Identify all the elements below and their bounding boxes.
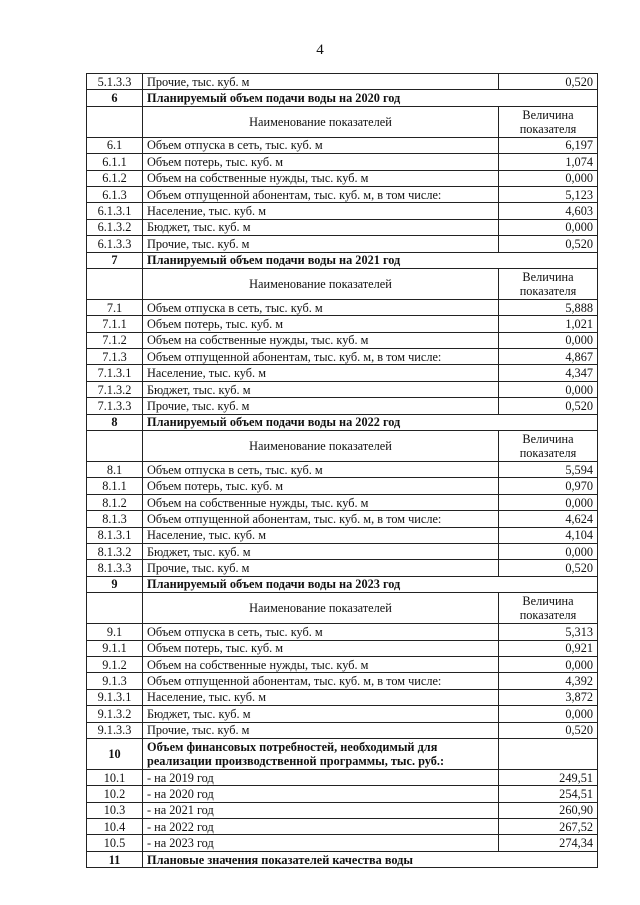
- section-number: 6: [87, 90, 143, 106]
- table-row: [87, 381, 598, 397]
- row-value: 0,000: [499, 543, 598, 559]
- section-number: 8: [87, 414, 143, 430]
- section-row: [87, 252, 598, 268]
- row-name: Прочие, тыс. куб. м: [143, 560, 499, 576]
- table-row: [87, 656, 598, 672]
- row-name: Население, тыс. куб. м: [143, 689, 499, 705]
- row-number: 6.1.3.1: [87, 203, 143, 219]
- table-row: [87, 186, 598, 202]
- row-number: 10.5: [87, 835, 143, 851]
- production-program-table: [86, 73, 598, 868]
- row-name: - на 2022 год: [143, 819, 499, 835]
- row-value: 4,392: [499, 673, 598, 689]
- row-number: 9.1: [87, 624, 143, 640]
- row-number: 9.1.3.3: [87, 722, 143, 738]
- row-number: 9.1.3.2: [87, 706, 143, 722]
- header-name-cell: Наименование показателей: [143, 268, 499, 299]
- header-value-cell: Величина показателя: [499, 268, 598, 299]
- row-value: 1,021: [499, 316, 598, 332]
- table-row: [87, 738, 598, 769]
- row-number: 9.1.2: [87, 656, 143, 672]
- row-value: [499, 738, 598, 769]
- section-title: Планируемый объем подачи воды на 2020 год: [143, 90, 598, 106]
- row-number: 6.1.3.3: [87, 236, 143, 252]
- row-value: 254,51: [499, 786, 598, 802]
- table-row: [87, 316, 598, 332]
- table-row: [87, 299, 598, 315]
- row-number: 8.1: [87, 462, 143, 478]
- row-number: 8.1.3.1: [87, 527, 143, 543]
- table-row: [87, 236, 598, 252]
- row-name: Объем отпуска в сеть, тыс. куб. м: [143, 299, 499, 315]
- empty-cell: [87, 593, 143, 624]
- section-row: [87, 414, 598, 430]
- row-number: 8.1.1: [87, 478, 143, 494]
- row-name: Объем отпущенной абонентам, тыс. куб. м, в том числе:: [143, 511, 499, 527]
- row-value: 4,867: [499, 349, 598, 365]
- row-value: 0,000: [499, 332, 598, 348]
- row-name: Объем потерь, тыс. куб. м: [143, 316, 499, 332]
- row-name: Объем финансовых потребностей, необходимый для реализации производственной программы, тыс. руб.:: [143, 738, 499, 769]
- table-row: [87, 640, 598, 656]
- row-name: Население, тыс. куб. м: [143, 527, 499, 543]
- header-name-cell: Наименование показателей: [143, 593, 499, 624]
- row-number: 10: [87, 738, 143, 769]
- table-row: [87, 170, 598, 186]
- row-value: 0,520: [499, 74, 598, 90]
- section-row: [87, 576, 598, 592]
- row-number: 7.1.1: [87, 316, 143, 332]
- row-value: 267,52: [499, 819, 598, 835]
- row-name: Объем отпуска в сеть, тыс. куб. м: [143, 624, 499, 640]
- row-value: 0,520: [499, 560, 598, 576]
- row-value: 0,000: [499, 706, 598, 722]
- row-value: 0,000: [499, 219, 598, 235]
- row-number: 7.1.3.2: [87, 381, 143, 397]
- row-value: 4,603: [499, 203, 598, 219]
- header-value-cell: Величина показателя: [499, 431, 598, 462]
- section-title: Планируемый объем подачи воды на 2022 год: [143, 414, 598, 430]
- table-header-row: [87, 431, 598, 462]
- empty-cell: [87, 431, 143, 462]
- table-row: [87, 689, 598, 705]
- row-number: 7.1.3: [87, 349, 143, 365]
- table-row: [87, 154, 598, 170]
- table-row: [87, 706, 598, 722]
- header-value-cell: Величина показателя: [499, 593, 598, 624]
- row-number: 8.1.3.2: [87, 543, 143, 559]
- row-number: 8.1.3: [87, 511, 143, 527]
- table-row: [87, 511, 598, 527]
- row-name: Объем отпущенной абонентам, тыс. куб. м, в том числе:: [143, 349, 499, 365]
- section-row: [87, 851, 598, 867]
- table-row: [87, 673, 598, 689]
- table-header-row: [87, 106, 598, 137]
- section-title: Планируемый объем подачи воды на 2021 год: [143, 252, 598, 268]
- row-value: 0,000: [499, 494, 598, 510]
- header-value-cell: Величина показателя: [499, 106, 598, 137]
- table-row: [87, 219, 598, 235]
- row-value: 0,970: [499, 478, 598, 494]
- row-name: Объем на собственные нужды, тыс. куб. м: [143, 170, 499, 186]
- table-row: [87, 137, 598, 153]
- row-name: Объем на собственные нужды, тыс. куб. м: [143, 494, 499, 510]
- row-value: 3,872: [499, 689, 598, 705]
- row-value: 6,197: [499, 137, 598, 153]
- section-number: 9: [87, 576, 143, 592]
- table-row: [87, 560, 598, 576]
- section-title: Плановые значения показателей качества воды: [143, 851, 598, 867]
- header-name-cell: Наименование показателей: [143, 431, 499, 462]
- row-name: Бюджет, тыс. куб. м: [143, 706, 499, 722]
- row-name: Прочие, тыс. куб. м: [143, 398, 499, 414]
- table-row: [87, 349, 598, 365]
- table-header-row: [87, 268, 598, 299]
- table-row: [87, 624, 598, 640]
- row-value: 0,000: [499, 381, 598, 397]
- table-row: [87, 769, 598, 785]
- table-header-row: [87, 593, 598, 624]
- empty-cell: [87, 268, 143, 299]
- table-row: [87, 398, 598, 414]
- row-name: Прочие, тыс. куб. м: [143, 236, 499, 252]
- row-name: Объем отпуска в сеть, тыс. куб. м: [143, 137, 499, 153]
- row-number: 6.1.3: [87, 186, 143, 202]
- row-value: 5,888: [499, 299, 598, 315]
- row-number: 10.3: [87, 802, 143, 818]
- row-number: 7.1: [87, 299, 143, 315]
- row-number: 8.1.2: [87, 494, 143, 510]
- row-value: 1,074: [499, 154, 598, 170]
- row-value: 249,51: [499, 769, 598, 785]
- row-number: 10.2: [87, 786, 143, 802]
- empty-cell: [87, 106, 143, 137]
- table-row: [87, 203, 598, 219]
- table-row: [87, 819, 598, 835]
- row-value: 5,594: [499, 462, 598, 478]
- table-row: [87, 722, 598, 738]
- row-number: 7.1.3.3: [87, 398, 143, 414]
- row-name: Объем отпущенной абонентам, тыс. куб. м, в том числе:: [143, 186, 499, 202]
- row-name: Прочие, тыс. куб. м: [143, 722, 499, 738]
- section-title: Планируемый объем подачи воды на 2023 год: [143, 576, 598, 592]
- row-name: - на 2019 год: [143, 769, 499, 785]
- table-row: [87, 527, 598, 543]
- table-row: [87, 74, 598, 90]
- table-row: [87, 332, 598, 348]
- table-row: [87, 365, 598, 381]
- row-value: 0,520: [499, 236, 598, 252]
- row-number: 5.1.3.3: [87, 74, 143, 90]
- row-number: 6.1: [87, 137, 143, 153]
- row-value: 4,347: [499, 365, 598, 381]
- table-row: [87, 786, 598, 802]
- row-name: Прочие, тыс. куб. м: [143, 74, 499, 90]
- row-number: 7.1.2: [87, 332, 143, 348]
- row-name: Объем на собственные нужды, тыс. куб. м: [143, 656, 499, 672]
- row-name: Объем потерь, тыс. куб. м: [143, 640, 499, 656]
- row-number: 9.1.3: [87, 673, 143, 689]
- section-row: [87, 90, 598, 106]
- row-name: Объем потерь, тыс. куб. м: [143, 478, 499, 494]
- row-value: 0,520: [499, 722, 598, 738]
- row-value: 5,313: [499, 624, 598, 640]
- row-name: - на 2021 год: [143, 802, 499, 818]
- row-number: 9.1.1: [87, 640, 143, 656]
- row-name: Объем на собственные нужды, тыс. куб. м: [143, 332, 499, 348]
- table-row: [87, 462, 598, 478]
- row-name: - на 2023 год: [143, 835, 499, 851]
- row-number: 8.1.3.3: [87, 560, 143, 576]
- row-value: 0,921: [499, 640, 598, 656]
- row-number: 9.1.3.1: [87, 689, 143, 705]
- row-number: 7.1.3.1: [87, 365, 143, 381]
- row-value: 0,000: [499, 170, 598, 186]
- row-name: Бюджет, тыс. куб. м: [143, 381, 499, 397]
- page-number: 4: [316, 42, 324, 58]
- header-name-cell: Наименование показателей: [143, 106, 499, 137]
- row-name: Население, тыс. куб. м: [143, 365, 499, 381]
- row-value: 4,624: [499, 511, 598, 527]
- row-number: 10.1: [87, 769, 143, 785]
- row-name: Объем отпущенной абонентам, тыс. куб. м, в том числе:: [143, 673, 499, 689]
- row-value: 0,520: [499, 398, 598, 414]
- row-name: Бюджет, тыс. куб. м: [143, 543, 499, 559]
- row-name: Объем отпуска в сеть, тыс. куб. м: [143, 462, 499, 478]
- row-name: Объем потерь, тыс. куб. м: [143, 154, 499, 170]
- row-number: 6.1.3.2: [87, 219, 143, 235]
- row-value: 260,90: [499, 802, 598, 818]
- row-value: 274,34: [499, 835, 598, 851]
- section-number: 11: [87, 851, 143, 867]
- row-name: Бюджет, тыс. куб. м: [143, 219, 499, 235]
- table-row: [87, 478, 598, 494]
- section-number: 7: [87, 252, 143, 268]
- row-number: 10.4: [87, 819, 143, 835]
- table-row: [87, 494, 598, 510]
- table-row: [87, 802, 598, 818]
- table-row: [87, 543, 598, 559]
- row-value: 0,000: [499, 656, 598, 672]
- table-row: [87, 835, 598, 851]
- row-name: - на 2020 год: [143, 786, 499, 802]
- row-number: 6.1.2: [87, 170, 143, 186]
- row-number: 6.1.1: [87, 154, 143, 170]
- row-value: 5,123: [499, 186, 598, 202]
- row-name: Население, тыс. куб. м: [143, 203, 499, 219]
- row-value: 4,104: [499, 527, 598, 543]
